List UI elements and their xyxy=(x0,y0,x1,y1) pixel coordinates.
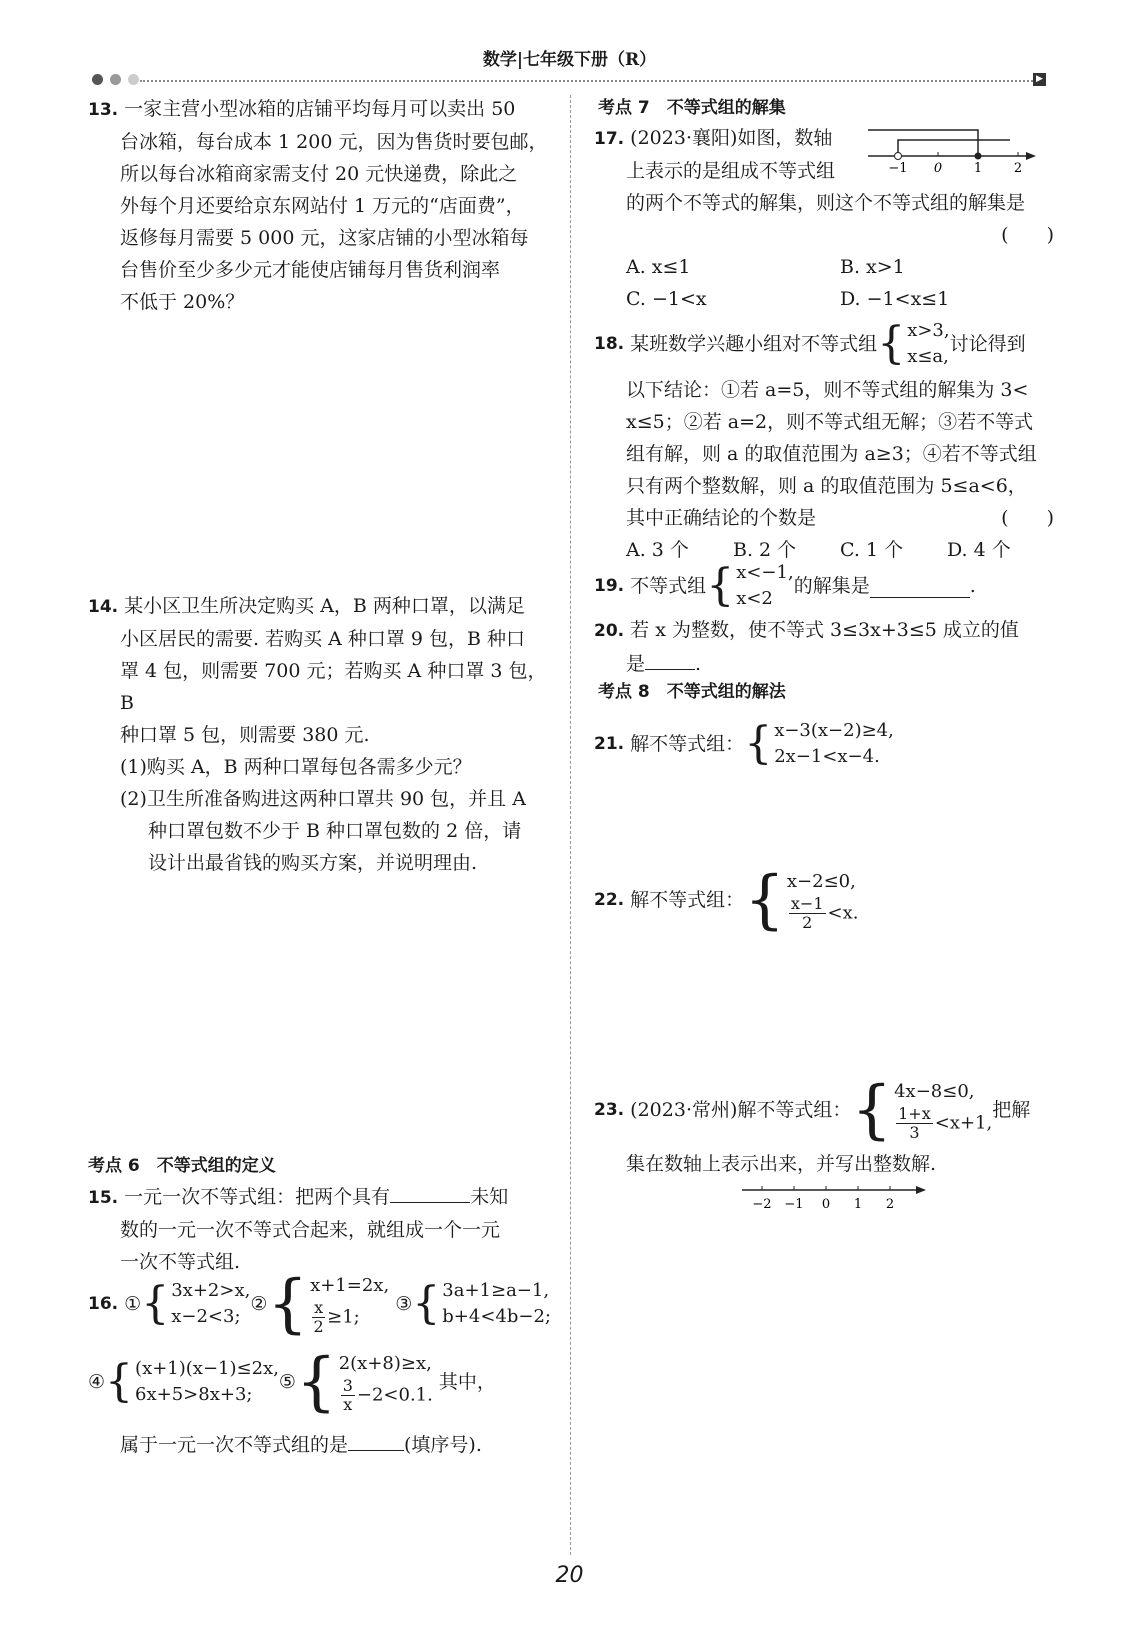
question-text: 的两个不等式的解集，则这个不等式组的解集是 xyxy=(626,192,1026,214)
question-text: 其中正确结论的个数是 xyxy=(626,507,817,529)
denominator: 2 xyxy=(313,1316,324,1336)
option-b[interactable]: B. x>1 xyxy=(840,256,905,278)
question-text: 若 x 为整数，使不等式 3≤3x+3≤5 成立的值 xyxy=(630,619,1019,641)
question-text: 不等式组 xyxy=(630,575,707,597)
answer-blank[interactable] xyxy=(870,575,970,598)
option-a[interactable]: A. 3 个 xyxy=(626,539,689,561)
question-text: 所以每台冰箱商家需支付 20 元快递费，除此之 xyxy=(120,163,518,185)
section-heading-8: 考点 8 不等式组的解法 xyxy=(598,682,786,702)
question-text: 台售价至少多少元才能使店铺每月售货利润率 xyxy=(120,259,501,281)
tick-label: 2 xyxy=(885,1197,895,1212)
system-line: x>3, xyxy=(907,320,950,341)
option-d[interactable]: D. −1<x≤1 xyxy=(840,288,950,310)
open-dot-icon xyxy=(895,153,902,160)
question-text: 是 xyxy=(626,653,646,675)
question-text: 一家主营小型冰箱的店铺平均每月可以卖出 50 xyxy=(124,98,516,120)
system-line: 3x+2>x, xyxy=(171,1280,251,1301)
question-number: 15. xyxy=(88,1188,119,1208)
header-dot-icon xyxy=(92,74,103,85)
system-line: <x. xyxy=(827,902,859,923)
question-16 xyxy=(88,1267,558,1461)
question-text: 返修每月需要 5 000 元，这家店铺的小型冰箱每 xyxy=(120,227,529,249)
header-dot-icon xyxy=(128,74,139,85)
question-20: 20. 若 x 为整数，使不等式 3≤3x+3≤5 成立的值 是 . xyxy=(594,619,1019,675)
question-19: 19. 不等式组 { x<−1, x<2 的解集是 . xyxy=(594,560,976,611)
header-rule xyxy=(140,80,1040,82)
system-line: x−3(x−2)≥4, xyxy=(774,720,894,741)
question-text: 种口罩 5 包，则需要 380 元. xyxy=(120,724,370,746)
question-text: 未知 xyxy=(470,1186,509,1208)
column-divider xyxy=(570,95,571,1555)
item-marker: ④ xyxy=(88,1371,106,1393)
answer-paren[interactable]: ( ) xyxy=(1001,224,1054,246)
denominator: 2 xyxy=(802,912,813,932)
question-text: 某班数学兴趣小组对不等式组 xyxy=(630,333,878,355)
tick-label: 1 xyxy=(973,161,983,176)
inequality-system: { x−3(x−2)≥4, 2x−1<x−4. xyxy=(744,718,894,769)
system-line: 4x−8≤0, xyxy=(894,1080,975,1102)
system-line: x+1=2x, xyxy=(310,1274,390,1296)
system-line: 6x+5>8x+3; xyxy=(135,1384,253,1405)
number-line-17 xyxy=(860,124,1040,176)
question-number: 22. xyxy=(594,890,625,910)
question-text: 罩 4 包，则需要 700 元；若购买 A 种口罩 3 包，B xyxy=(120,660,547,714)
system-line: x−2<3; xyxy=(171,1306,241,1327)
options-row xyxy=(594,283,1054,315)
inequality-system-5: { 2(x+8)≥x, $\frac{3}{x}$ −2<0.1. xyxy=(295,1345,433,1419)
question-number: 18. xyxy=(594,334,625,354)
question-text: 解不等式组： xyxy=(630,733,745,755)
question-text: 讨论得到 xyxy=(949,333,1026,355)
tick-label: 0 xyxy=(933,161,943,176)
tick-label: 0 xyxy=(821,1197,831,1212)
closed-dot-icon xyxy=(975,153,982,160)
answer-blank[interactable] xyxy=(645,647,695,670)
question-text: 只有两个整数解，则 a 的取值范围为 5≤a<6， xyxy=(626,475,1027,497)
question-18 xyxy=(594,318,1054,566)
option-d[interactable]: D. 4 个 xyxy=(947,539,1011,561)
question-23 xyxy=(594,1073,1054,1180)
question-text: x≤5；②若 a=2，则不等式组无解；③若不等式 xyxy=(626,411,1034,433)
question-text: (填序号). xyxy=(404,1434,482,1456)
system-line: x≤a, xyxy=(907,346,949,367)
fraction xyxy=(896,1105,933,1142)
play-arrow-icon: ▶ xyxy=(1033,73,1046,86)
fraction xyxy=(789,895,826,932)
question-text: 小区居民的需要. 若购买 A 种口罩 9 包，B 种口 xyxy=(120,628,526,650)
tick-label: −1 xyxy=(888,161,908,176)
numerator: 1+x xyxy=(898,1103,931,1123)
question-text: 外每个月还要给京东网站付 1 万元的“店面费”， xyxy=(120,195,525,217)
inequality-system: { x−2≤0, $\frac{x-1}{2}$ <x. xyxy=(744,863,859,937)
question-15 xyxy=(88,1180,548,1278)
item-marker: ⑤ xyxy=(278,1371,296,1393)
number-line-23 xyxy=(740,1180,930,1216)
options-row xyxy=(594,251,1054,283)
question-text: 其中， xyxy=(438,1371,496,1393)
axis-arrow-icon xyxy=(916,1186,926,1194)
system-line: x<−1, xyxy=(736,562,794,583)
system-line: (x+1)(x−1)≤2x, xyxy=(135,1358,279,1379)
tick-label: −2 xyxy=(752,1197,772,1212)
question-text: 属于一元一次不等式组的是 xyxy=(120,1434,349,1456)
inequality-system-4: { (x+1)(x−1)≤2x, 6x+5>8x+3; xyxy=(105,1356,279,1407)
question-14 xyxy=(88,590,548,879)
numerator: x xyxy=(314,1297,324,1317)
system-line: x−2≤0, xyxy=(786,870,856,892)
question-number: 19. xyxy=(594,576,625,596)
question-text: 把解 xyxy=(992,1099,1031,1121)
inequality-system: { x<−1, x<2 xyxy=(706,560,794,611)
solution-ray-leq-1 xyxy=(868,130,978,156)
answer-paren[interactable]: ( ) xyxy=(1001,507,1054,529)
system-line: <x+1, xyxy=(934,1112,993,1133)
question-text: 以下结论：①若 a=5，则不等式组的解集为 3< xyxy=(626,379,1029,401)
system-line: 3a+1≥a−1, xyxy=(442,1280,550,1301)
option-b[interactable]: B. 2 个 xyxy=(733,539,797,561)
fraction xyxy=(312,1299,325,1336)
section-heading-6: 考点 6 不等式组的定义 xyxy=(88,1156,276,1176)
question-number: 16. xyxy=(88,1294,119,1314)
option-a[interactable]: A. x≤1 xyxy=(626,256,691,278)
item-marker: ② xyxy=(250,1293,268,1315)
denominator: x xyxy=(343,1394,353,1414)
question-text: 不低于 20%？ xyxy=(120,291,245,313)
inequality-system: { x>3, x≤a, xyxy=(877,318,950,369)
question-22 xyxy=(594,863,1054,937)
option-c[interactable]: C. −1<x xyxy=(626,288,707,310)
question-number: 20. xyxy=(594,621,625,641)
question-21 xyxy=(594,718,1054,770)
axis-arrow-icon xyxy=(1026,152,1036,160)
header-dot-icon xyxy=(110,74,121,85)
question-text: 集在数轴上表示出来，并写出整数解. xyxy=(626,1153,937,1175)
numerator: x−1 xyxy=(790,893,824,913)
question-text: 数的一元一次不等式合起来，就组成一个一元 xyxy=(120,1219,501,1241)
question-13 xyxy=(88,93,548,318)
question-text: 某小区卫生所决定购买 A，B 两种口罩，以满足 xyxy=(124,595,525,617)
sub-question-1: (1)购买 A，B 两种口罩每包各需多少元？ xyxy=(120,756,472,778)
question-number: 13. xyxy=(88,100,119,120)
system-line: x<2 xyxy=(736,588,773,609)
question-text: 一次不等式组. xyxy=(120,1251,241,1273)
question-text: (2023·襄阳)如图，数轴 xyxy=(630,127,833,149)
system-line: −2<0.1. xyxy=(356,1384,433,1405)
answer-blank[interactable] xyxy=(390,1180,470,1203)
question-text: (2023·常州)解不等式组： xyxy=(630,1099,852,1121)
solution-ray-gt-neg1 xyxy=(898,140,1010,156)
question-number: 23. xyxy=(594,1100,625,1120)
item-marker: ① xyxy=(124,1293,142,1315)
option-c[interactable]: C. 1 个 xyxy=(840,539,904,561)
question-text: 上表示的是组成不等式组 xyxy=(626,160,836,182)
numerator: 3 xyxy=(342,1375,353,1395)
sub-question-2-text: 设计出最省钱的购买方案，并说明理由. xyxy=(148,852,478,874)
tick-label: 1 xyxy=(853,1197,863,1212)
sub-question-2: (2)卫生所准备购进这两种口罩共 90 包，并且 A xyxy=(120,788,526,810)
question-text: 组有解，则 a 的取值范围为 a≥3；④若不等式组 xyxy=(626,443,1037,465)
denominator: 3 xyxy=(909,1122,920,1142)
sub-question-2-text: 种口罩包数不少于 B 种口罩包数的 2 倍，请 xyxy=(148,820,522,842)
answer-blank[interactable] xyxy=(348,1428,404,1451)
inequality-system-3: { 3a+1≥a−1, b+4<4b−2; xyxy=(412,1278,551,1329)
question-number: 14. xyxy=(88,597,119,617)
system-line: b+4<4b−2; xyxy=(442,1306,551,1327)
system-line: ≥1; xyxy=(327,1306,360,1327)
question-text: 的解集是 xyxy=(793,575,870,597)
system-line: 2(x+8)≥x, xyxy=(338,1352,432,1374)
item-marker: ③ xyxy=(395,1293,413,1315)
question-text: 一元一次不等式组：把两个具有 xyxy=(124,1186,391,1208)
page-number: 20 xyxy=(555,1563,584,1588)
page-header-title: 数学|七年级下册（R） xyxy=(482,50,657,70)
question-text: 台冰箱，每台成本 1 200 元，因为售货时要包邮， xyxy=(120,131,548,153)
section-heading-7: 考点 7 不等式组的解集 xyxy=(598,98,786,118)
tick-label: 2 xyxy=(1013,161,1023,176)
system-line: 2x−1<x−4. xyxy=(774,746,880,767)
inequality-system-2: { x+1=2x, $\frac{x}{2}$ ≥1; xyxy=(267,1267,390,1341)
question-number: 21. xyxy=(594,734,625,754)
tick-label: −1 xyxy=(784,1197,804,1212)
inequality-system-1: { 3x+2>x, x−2<3; xyxy=(141,1278,251,1329)
inequality-system: { 4x−8≤0, $\frac{1+x}{3}$ <x+1, xyxy=(851,1073,993,1147)
fraction xyxy=(341,1377,355,1414)
question-text: 解不等式组： xyxy=(630,889,745,911)
question-number: 17. xyxy=(594,129,625,149)
